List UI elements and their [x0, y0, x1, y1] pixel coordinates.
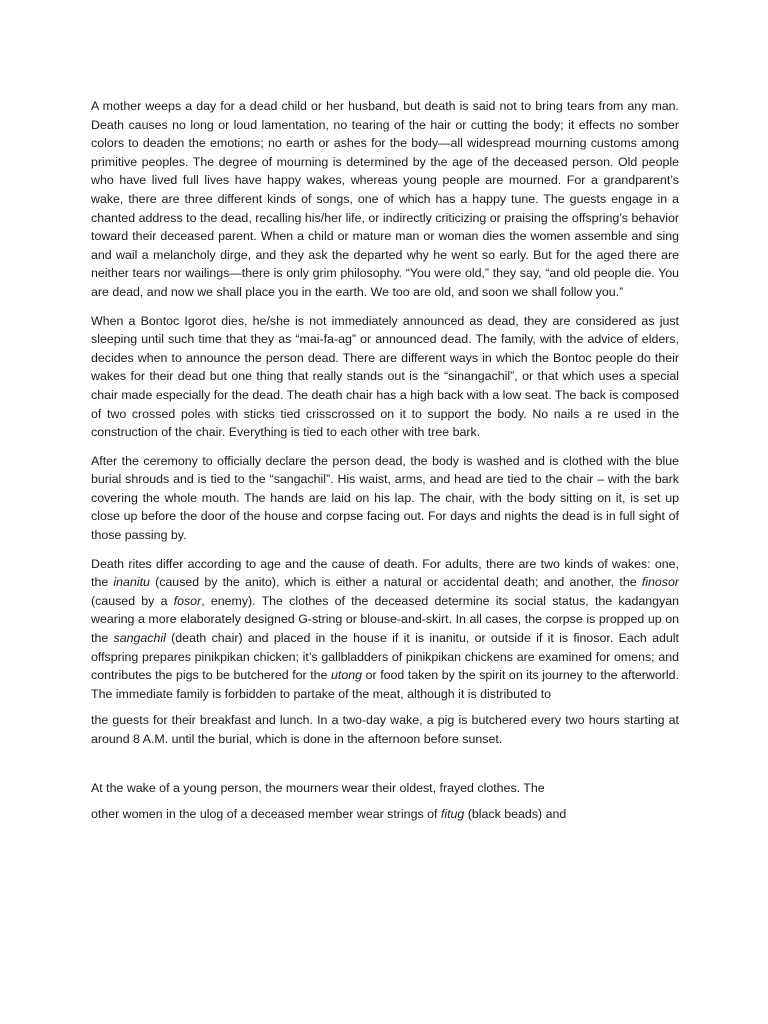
text-segment: A mother weeps a day for a dead child or her husband, but death is said not to bring tears from any man. Death causes no long or loud lamentation, no tearing of the hair or cutting the body; it effects no somber colors to deaden the emotions; no earth or ashes for the body—all widespread mourning customs among primitive peoples. The degree of mourning is determined by the age of the deceased person. Old people who have lived full lives have happy wakes, whereas young people are mourned. For a grandparent’s wake, there are three different kinds of songs, one of which has a happy tune. The guests engage in a chanted address to the dead, recalling his/her life, or indirectly criticizing or praising the offspring’s behavior toward their deceased parent. When a child or mature man or woman dies the women assemble and sing and wail a melancholy dirge, and they ask the departed why he went so early. But for the aged there are neither tears nor wailings—there is only grim philosophy. “You were old,” they say, “and old people die. You are dead, and now we shall place you in the earth. We too are old, and soon we shall follow you.” — [91, 99, 679, 299]
italic-term: fosor — [173, 593, 202, 608]
text-segment: After the ceremony to officially declare the person dead, the body is washed and is clothed with the blue burial shrouds and is tied to the “sangachil”. His waist, arms, and head are tied to the chair – with the bark covering the whole mouth. The hands are laid on his lap. The chair, with the body sitting on it, is set up close up before the door of the house and corpse facing out. For days and nights the dead is in full sight of those passing by. — [91, 453, 679, 543]
text-segment: Death rites differ according to age and the cause of death. For adults, there are two kinds of wakes: one, the — [91, 556, 679, 590]
paragraph-young-person-wake — [91, 779, 679, 798]
document-page — [91, 97, 679, 824]
text-segment: , enemy). The clothes of the deceased determine its social status, the kadangyan wearing a more elaborately designed G-string or blouse-and-skirt. In all cases, the corpse is propped up on the — [91, 593, 679, 646]
italic-term: utong — [331, 668, 363, 683]
paragraph-fitug-beads — [91, 805, 679, 824]
italic-term: inanitu — [113, 575, 150, 590]
paragraph-mourning-customs — [91, 97, 679, 302]
paragraph-death-rites — [91, 555, 679, 704]
italic-term: finosor — [641, 575, 680, 590]
text-segment: (death chair) and placed in the house if it is inanitu, or outside if it is finosor. Each adult offspring prepares pinikpikan chicken; it’s gallbladders of pinikpikan chickens are examined for omens; and contributes the pigs to be butchered for the — [91, 631, 679, 683]
text-segment: (caused by the anito), which is either a natural or accidental death; and another, the — [149, 575, 642, 590]
paragraph-death-chair-ceremony — [91, 452, 679, 545]
text-segment: or food taken by the spirit on its journey to the afterworld. The immediate family is forbidden to partake of the meat, although it is distributed to — [91, 668, 679, 701]
paragraph-bontoc-wake — [91, 312, 679, 442]
text-segment: (black beads) and — [464, 807, 567, 822]
paragraph-pig-butchering — [91, 711, 679, 748]
italic-term: fitug — [440, 807, 465, 822]
text-segment: When a Bontoc Igorot dies, he/she is not immediately announced as dead, they are considered as just sleeping until such time that they as “mai-fa-ag” or announced dead. The family, with the advice of elders, decides when to announce the person dead. There are different ways in which the Bontoc people do their wakes for their dead but one thing that really stands out is the “sinangachil”, or that which uses a special chair made especially for the dead. The death chair has a high back with a low seat. The back is composed of two crossed poles with sticks tied crisscrossed on it to support the body. No nails a re used in the construction of the chair. Everything is tied to each other with tree bark. — [91, 313, 679, 440]
text-segment: (caused by a — [91, 593, 174, 608]
text-segment: other women in the ulog of a deceased member wear strings of — [91, 807, 441, 822]
text-segment: At the wake of a young person, the mourners wear their oldest, frayed clothes. The — [91, 780, 545, 795]
text-segment: the guests for their breakfast and lunch. In a two-day wake, a pig is butchered every two hours starting at around 8 A.M. until the burial, which is done in the afternoon before sunset. — [91, 713, 679, 746]
italic-term: sangachil — [113, 631, 166, 646]
